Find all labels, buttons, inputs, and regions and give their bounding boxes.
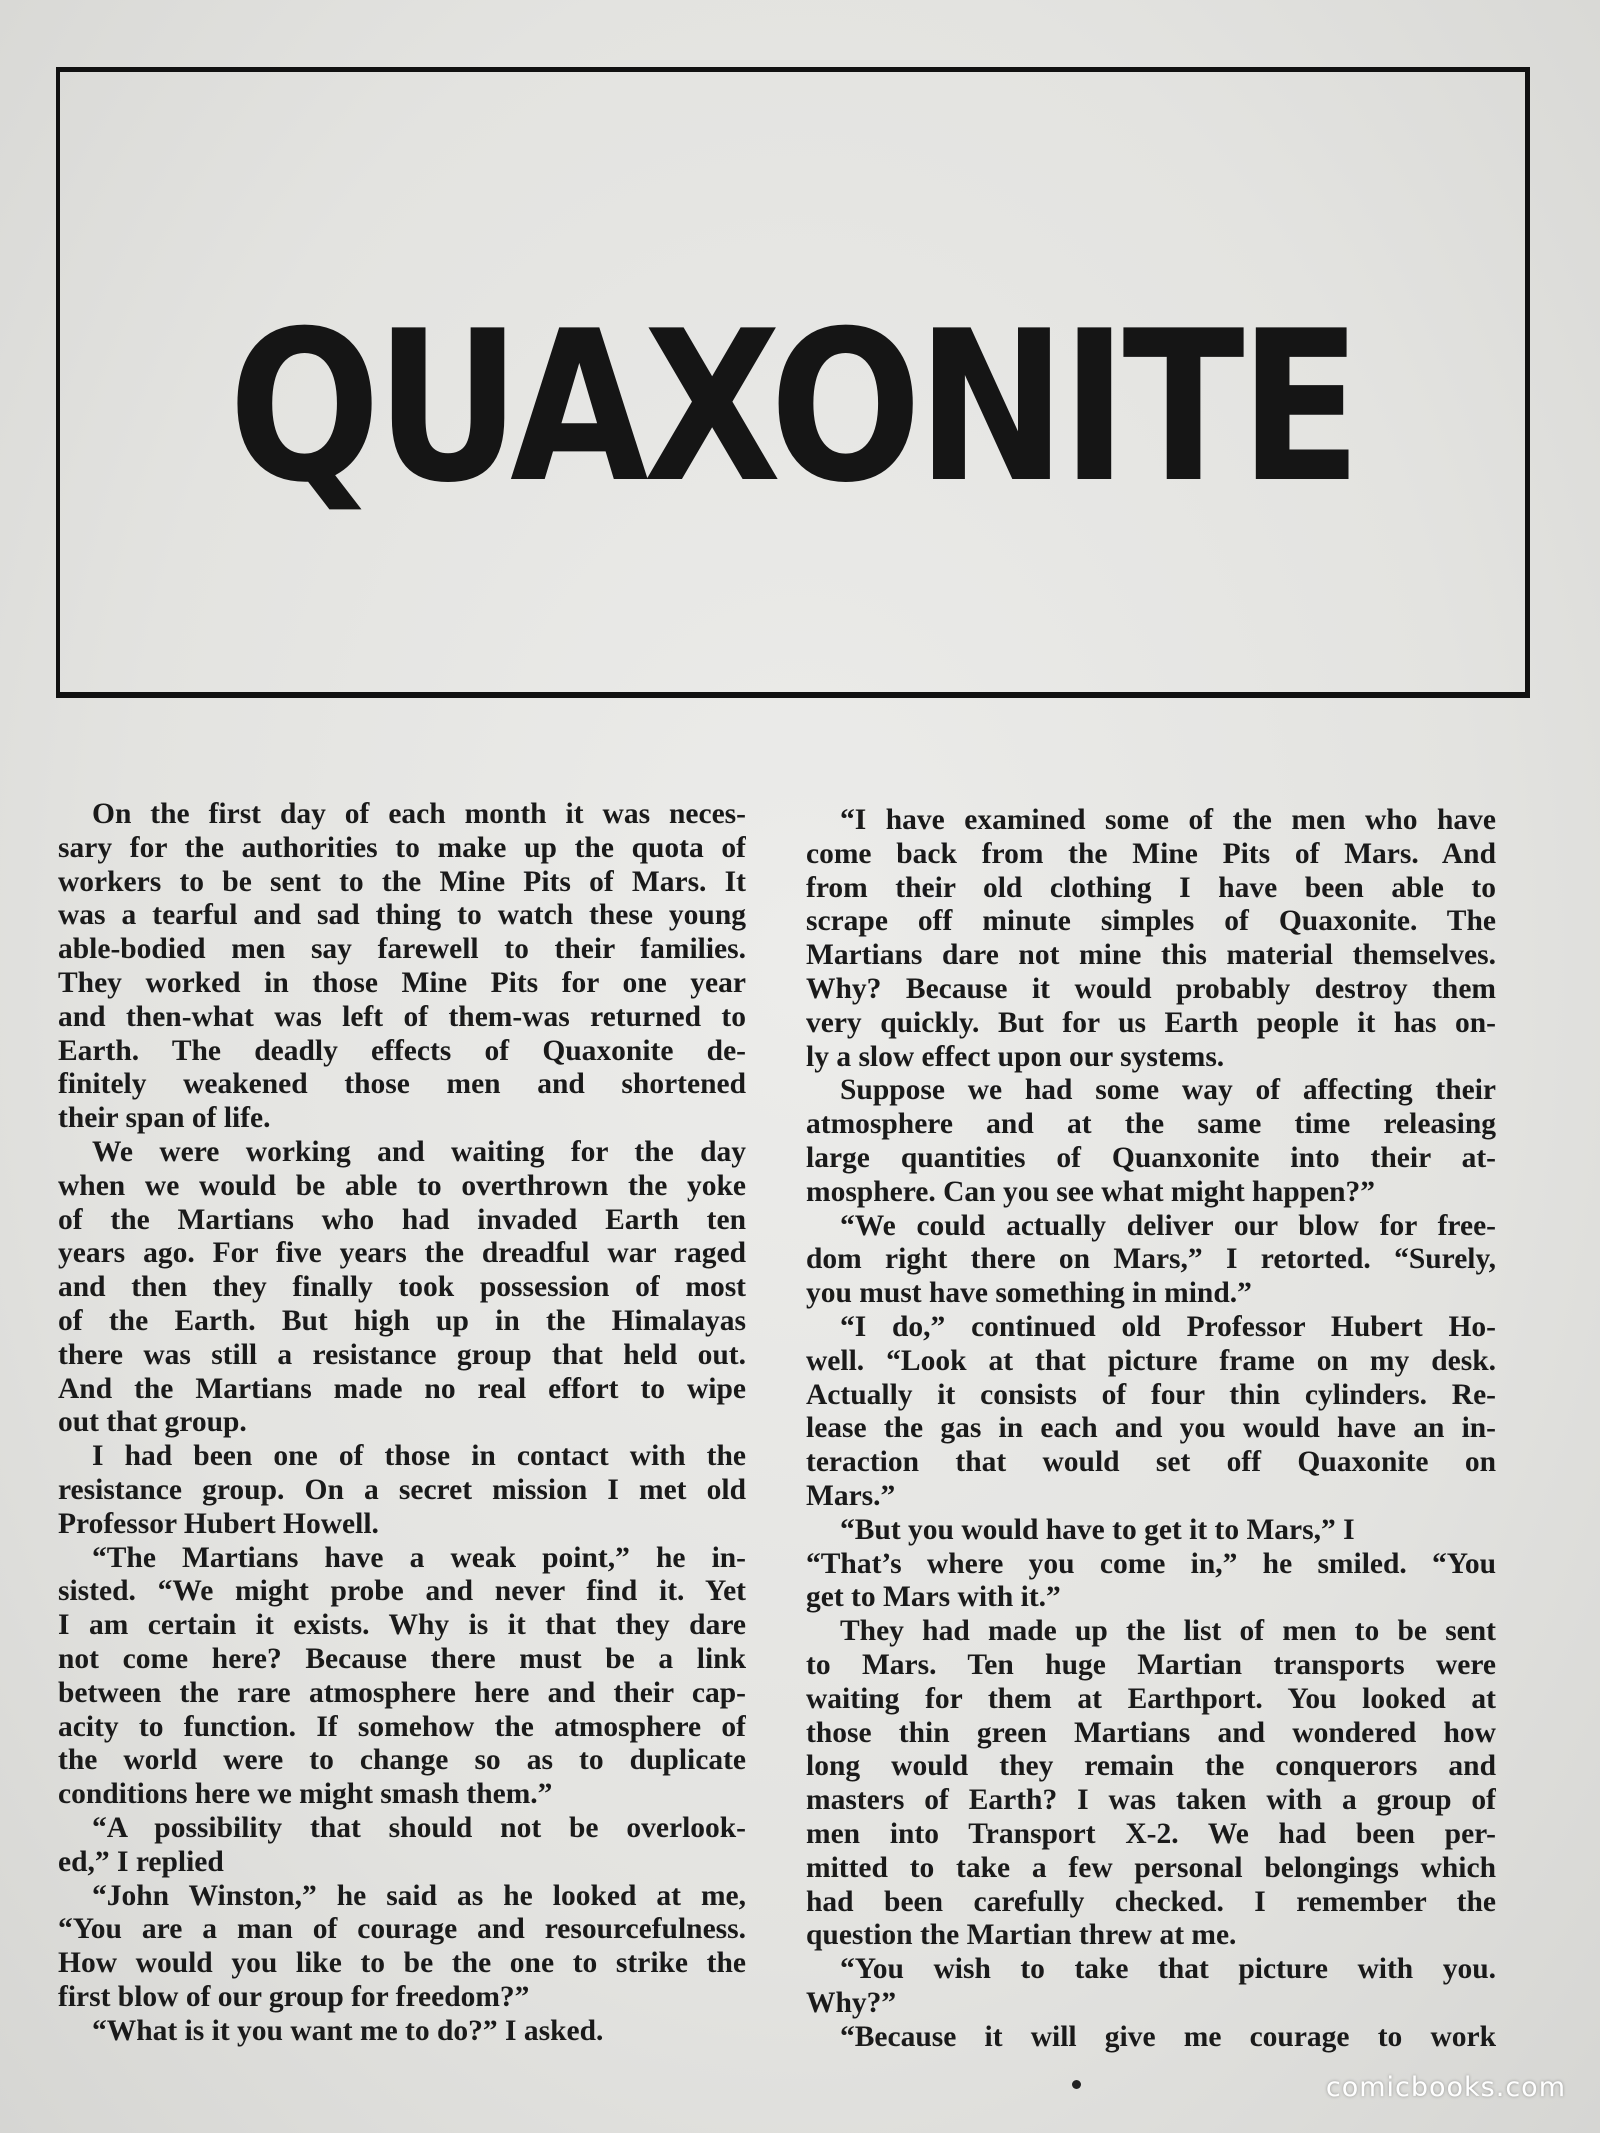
- text-line: long would they remain the conquerors and: [806, 1750, 1496, 1783]
- text-line: They worked in those Mine Pits for one year: [58, 966, 746, 999]
- text-line: finitely weakened those men and shortened: [58, 1068, 746, 1101]
- site-watermark: comicbooks.com: [1325, 2072, 1566, 2103]
- text-line: waiting for them at Earthport. You looked at: [806, 1682, 1496, 1715]
- text-line: “I have examined some of the men who have: [840, 804, 1496, 836]
- text-line: Professor Hubert Howell.: [58, 1507, 379, 1540]
- text-line: Why? Because it would probably destroy them: [806, 972, 1496, 1005]
- text-line: able-bodied men say farewell to their families.: [58, 933, 746, 966]
- text-line: I am certain it exists. Why is it that they dare: [58, 1609, 746, 1642]
- text-line: atmosphere and at the same time releasing: [806, 1108, 1496, 1141]
- text-line: masters of Earth? I was taken with a group of: [806, 1784, 1496, 1817]
- left-text-column: [58, 798, 746, 2048]
- text-line: very quickly. But for us Earth people it has on-: [806, 1006, 1496, 1039]
- text-line: ed,” I replied: [58, 1845, 224, 1878]
- text-line: to Mars. Ten huge Martian transports were: [806, 1648, 1496, 1681]
- text-line: “I do,” continued old Professor Hubert Ho-: [840, 1310, 1496, 1343]
- text-line: Earth. The deadly effects of Quaxonite de-: [58, 1034, 746, 1067]
- text-line: mosphere. Can you see what might happen?”: [806, 1175, 1376, 1208]
- text-line: “Because it will give me courage to work: [840, 2020, 1496, 2053]
- text-line: get to Mars with it.”: [806, 1581, 1061, 1614]
- text-line: resistance group. On a secret mission I met old: [58, 1473, 746, 1506]
- text-line: question the Martian threw at me.: [806, 1919, 1237, 1952]
- text-line: first blow of our group for freedom?”: [58, 1980, 530, 2013]
- text-line: Martians dare not mine this material themselves.: [806, 939, 1496, 972]
- text-line: the world were to change so as to duplicate: [58, 1744, 746, 1777]
- text-line: there was still a resistance group that held out.: [58, 1338, 746, 1371]
- text-line: They had made up the list of men to be sent: [840, 1615, 1496, 1648]
- text-line: sary for the authorities to make up the quota of: [58, 831, 746, 864]
- text-line: well. “Look at that picture frame on my desk.: [806, 1344, 1496, 1377]
- text-line: Suppose we had some way of affecting their: [840, 1074, 1496, 1107]
- text-line: “You are a man of courage and resourcefulness.: [58, 1913, 746, 1946]
- text-line: workers to be sent to the Mine Pits of Mars. It: [58, 865, 746, 898]
- text-line: years ago. For five years the dreadful war raged: [58, 1237, 746, 1270]
- text-line: come back from the Mine Pits of Mars. And: [806, 837, 1496, 870]
- text-line: “The Martians have a weak point,” he in-: [92, 1541, 746, 1574]
- text-line: “You wish to take that picture with you.: [840, 1953, 1496, 1986]
- text-line: between the rare atmosphere here and their cap-: [58, 1676, 746, 1709]
- text-line: dom right there on Mars,” I retorted. “Surely,: [806, 1243, 1496, 1276]
- text-line: acity to function. If somehow the atmosphere of: [58, 1710, 746, 1743]
- right-text-column: [806, 804, 1496, 2054]
- text-line: mitted to take a few personal belongings which: [806, 1851, 1496, 1884]
- text-line: scrape off minute simples of Quaxonite. The: [806, 905, 1496, 938]
- text-line: large quantities of Quanxonite into their at-: [806, 1141, 1496, 1174]
- text-line: out that group.: [58, 1406, 247, 1439]
- text-line: ly a slow effect upon our systems.: [806, 1040, 1225, 1073]
- text-line: not come here? Because there must be a link: [58, 1642, 746, 1675]
- text-line: sisted. “We might probe and never find it. Yet: [58, 1575, 746, 1608]
- text-line: “But you would have to get it to Mars,” I: [840, 1513, 1355, 1546]
- text-line: We were working and waiting for the day: [92, 1135, 746, 1168]
- text-line: “We could actually deliver our blow for free-: [840, 1209, 1496, 1242]
- story-title: QUAXONITE: [228, 287, 1357, 529]
- text-line: teraction that would set off Quaxonite on: [806, 1446, 1496, 1479]
- text-line: from their old clothing I have been able to: [806, 871, 1496, 904]
- title-box: [56, 67, 1530, 698]
- text-line: On the first day of each month it was neces-: [92, 798, 746, 830]
- page-dot: [1072, 2080, 1081, 2089]
- text-line: And the Martians made no real effort to wipe: [58, 1372, 746, 1405]
- text-line: had been carefully checked. I remember the: [806, 1885, 1496, 1918]
- text-line: “That’s where you come in,” he smiled. “You: [806, 1547, 1496, 1580]
- text-line: of the Earth. But high up in the Himalayas: [58, 1304, 746, 1337]
- text-line: and then they finally took possession of most: [58, 1271, 746, 1304]
- text-line: “John Winston,” he said as he looked at me,: [92, 1879, 746, 1912]
- text-line: Why?”: [806, 1986, 897, 2019]
- text-line: I had been one of those in contact with the: [92, 1440, 746, 1473]
- text-line: those thin green Martians and wondered how: [806, 1716, 1496, 1749]
- text-line: “A possibility that should not be overlook-: [92, 1811, 746, 1844]
- text-line: “What is it you want me to do?” I asked.: [92, 2014, 604, 2047]
- text-line: Mars.”: [806, 1479, 896, 1512]
- text-line: and then-what was left of them-was returned to: [58, 1000, 746, 1033]
- text-line: their span of life.: [58, 1102, 271, 1135]
- text-line: Actually it consists of four thin cylinders. Re-: [806, 1378, 1496, 1411]
- text-line: conditions here we might smash them.”: [58, 1778, 553, 1811]
- text-line: of the Martians who had invaded Earth ten: [58, 1203, 746, 1236]
- text-line: you must have something in mind.”: [806, 1277, 1252, 1310]
- text-line: How would you like to be the one to strike the: [58, 1947, 746, 1980]
- text-line: lease the gas in each and you would have an in-: [806, 1412, 1496, 1445]
- text-line: when we would be able to overthrown the yoke: [58, 1169, 746, 1202]
- text-line: was a tearful and sad thing to watch these young: [58, 899, 746, 932]
- text-line: men into Transport X-2. We had been per-: [806, 1817, 1496, 1850]
